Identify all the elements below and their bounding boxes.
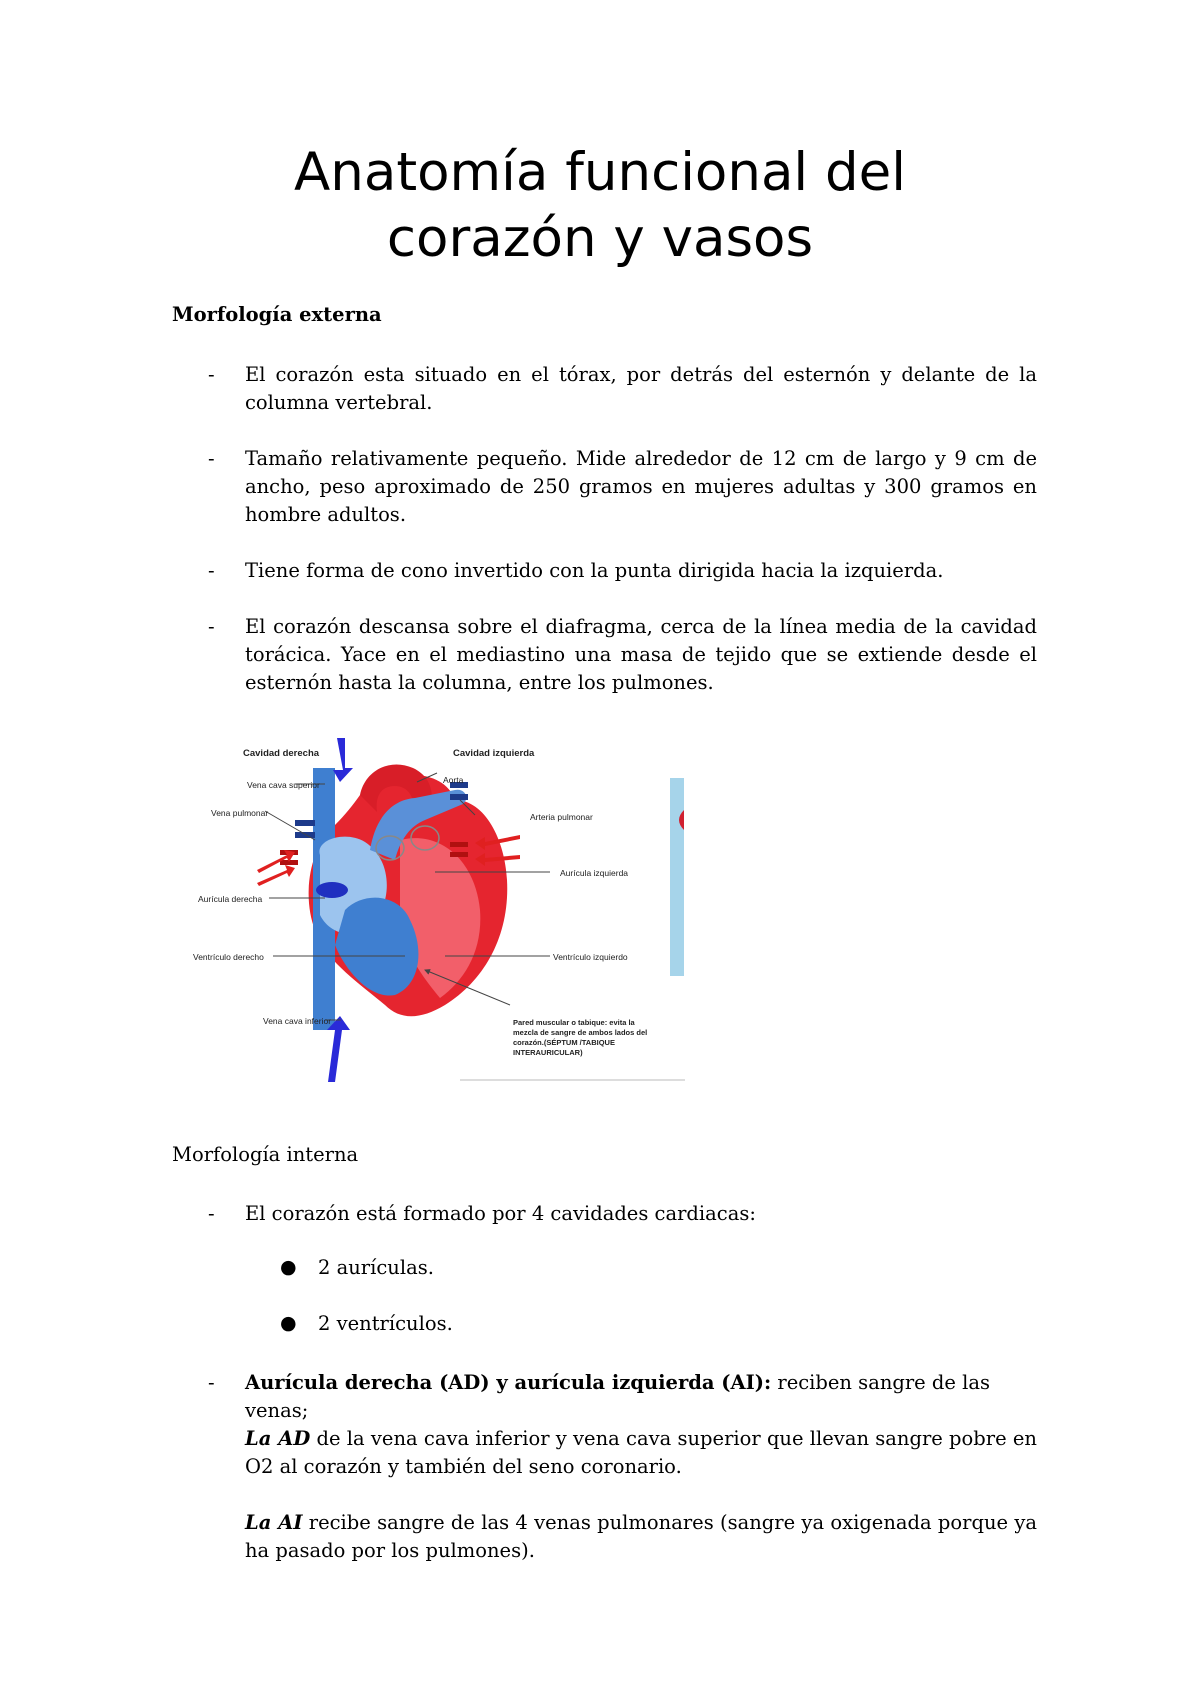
- ad-label: La AD: [245, 1427, 311, 1450]
- ai-text: recibe sangre de las 4 venas pulmonares (sangre ya oxigenada porque ya ha pasado por los pulmones).: [245, 1511, 1037, 1562]
- right-atrium-opening: [316, 882, 348, 898]
- label-ventriculo-izq: Ventrículo izquierdo: [553, 952, 628, 962]
- paragraph-ad: [245, 1425, 1037, 1481]
- list-item: [172, 1369, 1037, 1425]
- label-arteria-pulmonar: Arteria pulmonar: [530, 812, 593, 822]
- atria-bold-label: Aurícula derecha (AD) y aurícula izquierda (AI):: [245, 1371, 772, 1394]
- list-dash: -: [208, 1371, 215, 1394]
- list-item-text: Tiene forma de cono invertido con la punta dirigida hacia la izquierda.: [245, 559, 944, 582]
- title-line-1: Anatomía funcional del: [294, 142, 906, 203]
- list-item: [172, 1200, 1037, 1228]
- list-dash: -: [208, 1202, 215, 1225]
- list-item-text: El corazón esta situado en el tórax, por detrás del esternón y delante de la columna vertebral.: [245, 363, 1037, 414]
- label-ventriculo-der: Ventrículo derecho: [193, 952, 264, 962]
- vein-stub-red: [450, 842, 468, 847]
- label-aorta: Aorta: [443, 775, 464, 785]
- list-item-text: [245, 1369, 1037, 1425]
- label-cavity-left: Cavidad izquierda: [453, 748, 535, 759]
- bullet-dot-icon: ●: [280, 1312, 297, 1334]
- label-auricula-der: Aurícula derecha: [198, 894, 263, 904]
- label-vena-cava-sup: Vena cava superior: [247, 780, 320, 790]
- label-septum-4: INTERAURICULAR): [513, 1048, 583, 1057]
- list-item: [172, 557, 1037, 585]
- list-item: [172, 361, 1037, 417]
- bullet-text: 2 ventrículos.: [318, 1312, 453, 1335]
- list-dash: -: [208, 447, 215, 470]
- list-dash: -: [208, 615, 215, 638]
- heading-internal-morphology: Morfología interna: [172, 1143, 359, 1166]
- ai-label: La AI: [245, 1511, 303, 1534]
- blood-flow-arrow-icon: [333, 738, 353, 782]
- label-vena-pulmonar: Vena pulmonar: [211, 808, 269, 818]
- document-title: [170, 140, 1030, 272]
- list-item: [172, 613, 1037, 697]
- paragraph-ai: [245, 1509, 1037, 1565]
- image-edge-strip: [670, 778, 684, 976]
- label-septum-2: mezcla de sangre de ambos lados del: [513, 1028, 648, 1037]
- list-dash: -: [208, 363, 215, 386]
- atria-description: reciben sangre de las venas;: [245, 1371, 991, 1422]
- pulmonary-vein-left: [295, 820, 315, 826]
- list-dash: -: [208, 559, 215, 582]
- bullet-dot-icon: ●: [280, 1256, 297, 1278]
- list-item-text: El corazón descansa sobre el diafragma, cerca de la línea media de la cavidad torácica. Yace en el mediastino una masa de tejido que se extiende desde el esternón hasta la columna, entre los pulmones.: [245, 615, 1037, 694]
- label-cavity-right: Cavidad derecha: [243, 748, 320, 759]
- list-item-text: El corazón está formado por 4 cavidades cardiacas:: [245, 1202, 756, 1225]
- label-septum-1: Pared muscular o tabique: evita la: [513, 1018, 635, 1027]
- pulmonary-artery-stub: [450, 794, 468, 800]
- ad-text: de la vena cava inferior y vena cava superior que llevan sangre pobre en O2 al corazón y también del seno coronario.: [245, 1427, 1037, 1478]
- label-vena-cava-inf: Vena cava inferior: [263, 1016, 332, 1026]
- pulmonary-vein-left: [295, 832, 315, 838]
- heart-diagram: [185, 730, 690, 1090]
- heading-external-morphology: Morfología externa: [172, 303, 382, 326]
- list-item: [172, 445, 1037, 529]
- bullet-text: 2 aurículas.: [318, 1256, 434, 1279]
- vein-stub-red: [450, 852, 468, 857]
- label-septum-3: corazón.(SÉPTUM /TABIQUE: [513, 1038, 615, 1047]
- list-item-text: Tamaño relativamente pequeño. Mide alrededor de 12 cm de largo y 9 cm de ancho, peso aproximado de 250 gramos en mujeres adultas y 300 gramos en hombre adultos.: [245, 447, 1037, 526]
- title-line-2: corazón y vasos: [386, 208, 814, 269]
- label-auricula-izq: Aurícula izquierda: [560, 868, 629, 878]
